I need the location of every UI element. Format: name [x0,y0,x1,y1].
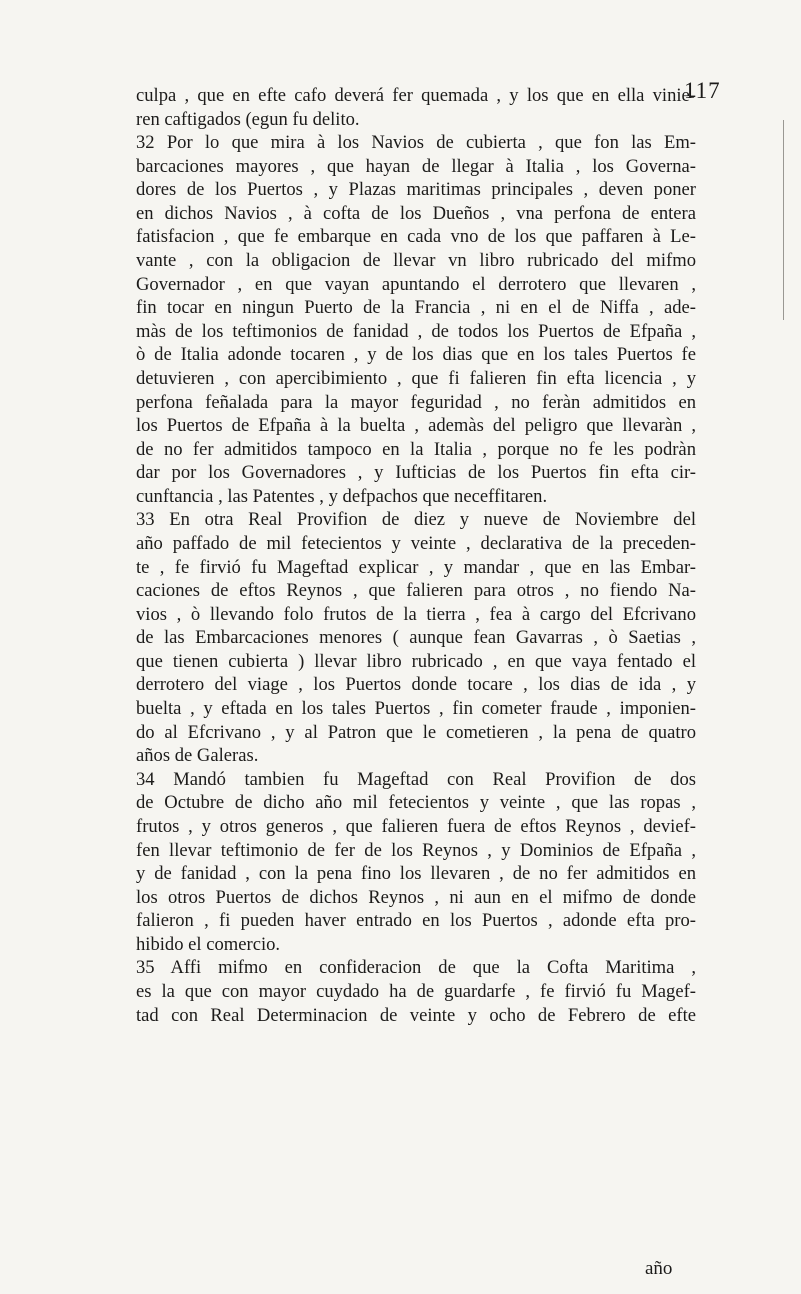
text-line: perfona feñalada para la mayor feguridad , no feràn admitidos en [136,391,696,413]
text-line: los otros Puertos de dichos Reynos , ni aun en el mifmo de donde [136,886,696,908]
text-line: do al Efcrivano , y al Patron que le cometieren , la pena de quatro [136,721,696,743]
text-line: y de fanidad , con la pena fino los llevaren , de no fer admitidos en [136,863,696,885]
text-line: te , fe firvió fu Mageftad explicar , y mandar , que en las Embar- [136,556,696,578]
text-line: fen llevar teftimonio de fer de los Reynos , y Dominios de Efpaña , [136,839,696,861]
text-line: falieron , fi pueden haver entrado en los Puertos , adonde efta pro- [136,910,696,932]
text-line: de Octubre de dicho año mil fetecientos y veinte , que las ropas , [136,792,696,814]
text-line: caciones de eftos Reynos , que falieren para otros , no fiendo Na- [136,580,696,602]
text-line: cunftancia , las Patentes , y defpachos que neceffitaren. [136,485,548,507]
text-line: 35 Affi mifmo en confideracion de que la Cofta Maritima , [136,957,696,979]
text-line: en dichos Navios , à cofta de los Dueños , vna perfona de entera [136,202,696,224]
text-line: los Puertos de Efpaña à la buelta , ademàs del peligro que llevaràn , [136,415,696,437]
text-line: 34 Mandó tambien fu Mageftad con Real Provifion de dos [136,768,696,790]
text-line: que tienen cubierta ) llevar libro rubricado , en que vaya fentado el [136,650,696,672]
text-line: buelta , y eftada en los tales Puertos , fin cometer fraude , imponien- [136,698,696,720]
text-line: vante , con la obligacion de llevar vn libro rubricado del mifmo [136,250,696,272]
text-line: de no fer admitidos tampoco en la Italia , porque no fe les podràn [136,438,696,460]
text-line: culpa , que en efte cafo deverá fer quemada , y los que en ella vinie- [136,85,696,106]
text-line: tad con Real Determinacion de veinte y ocho de Febrero de efte [136,1004,696,1026]
text-line: año paffado de mil fetecientos y veinte , declarativa de la preceden- [136,532,696,554]
text-line: derrotero del viage , los Puertos donde tocare , los dias de ida , y [136,674,696,696]
text-line: dar por los Governadores , y Iufticias de los Puertos fin efta cir- [136,462,696,484]
text-line: es la que con mayor cuydado ha de guardarfe , fe firvió fu Magef- [136,980,696,1002]
text-line: 32 Por lo que mira à los Navios de cubierta , que fon las Em- [136,132,696,154]
text-line: de las Embarcaciones menores ( aunque fean Gavarras , ò Saetias , [136,627,696,649]
text-line: Governador , en que vayan apuntando el derrotero que llevaren , [136,273,696,295]
page-edge-shadow [783,120,790,320]
text-line: años de Galeras. [136,745,259,767]
text-line: hibido el comercio. [136,933,281,955]
text-line: màs de los teftimonios de fanidad , de todos los Puertos de Efpaña , [136,320,696,342]
text-line: ò de Italia adonde tocaren , y de los dias que en los tales Puertos fe [136,344,696,366]
text-line: vios , ò llevando folo frutos de la tierra , fea à cargo del Efcrivano [136,603,696,625]
text-line: frutos , y otros generos , que falieren fuera de eftos Reynos , devief- [136,815,696,837]
page-number: 117 [684,78,721,103]
text-line: fin tocar en ningun Puerto de la Francia , ni en el de Niffa , ade- [136,297,696,319]
text-line: detuvieren , con apercibimiento , que fi falieren fin efta licencia , y [136,367,696,389]
text-line: 33 En otra Real Provifion de diez y nueve de Noviembre del [136,509,696,531]
text-line: ren caftigados (egun fu delito. [136,108,360,130]
text-line: barcaciones mayores , que hayan de llegar à Italia , los Governa- [136,155,696,177]
body-text [136,84,696,1027]
text-line: dores de los Puertos , y Plazas maritimas principales , deven poner [136,179,696,201]
text-line: fatisfacion , que fe embarque en cada vno de los que paffaren à Le- [136,226,696,248]
catchword: año [645,1258,673,1279]
